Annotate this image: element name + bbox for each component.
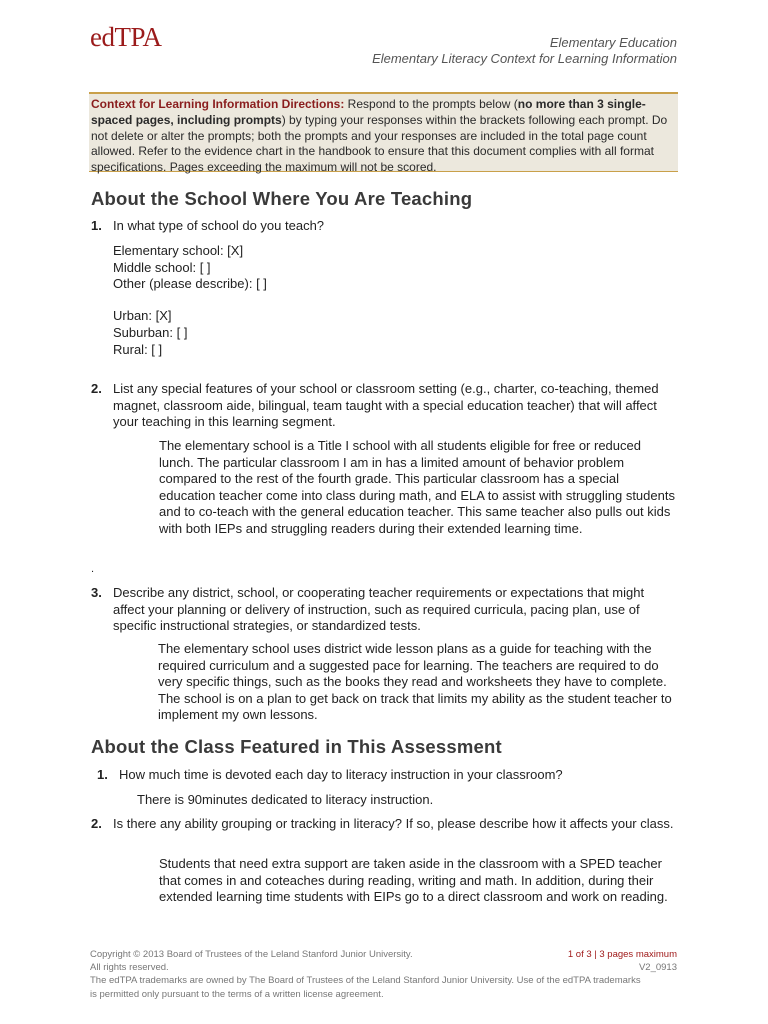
version-label: V2_0913 <box>638 962 677 973</box>
directions-bold: no more than 3 single-spaced pages, including prompts <box>91 97 646 127</box>
stray-mark: . <box>91 563 95 575</box>
option-other: Other (please describe): [ ] <box>113 276 267 291</box>
question-text: In what type of school do you teach? <box>113 218 325 233</box>
footer-copyright: Copyright © 2013 Board of Trustees of the Leland Stanford Junior University. <box>90 949 413 960</box>
question-text: How much time is devoted each day to literacy instruction in your classroom? <box>119 767 563 782</box>
question-number: 1. <box>97 767 108 782</box>
footer-rights: All rights reserved. <box>90 962 169 973</box>
option-suburban: Suburban: [ ] <box>113 325 188 340</box>
directions-label: Context for Learning Information Directions: <box>91 97 345 111</box>
directions-box <box>89 92 678 175</box>
question-number: 2. <box>91 381 102 396</box>
option-middle: Middle school: [ ] <box>113 260 211 275</box>
section-title-class: About the Class Featured in This Assessment <box>91 736 502 757</box>
question-number: 2. <box>91 816 102 831</box>
response-text: There is 90minutes dedicated to literacy instruction. <box>137 792 434 807</box>
question-text: List any special features of your school or classroom setting (e.g., charter, co-teaching, themed magnet, classroom aide, bilingual, team taught with a special education teacher) that will affect your teaching in this learning segment. <box>113 381 659 430</box>
question-text: Describe any district, school, or cooperating teacher requirements or expectations that might affect your planning or delivery of instruction, such as required curricula, pacing plan, use of specific instructional strategies, or standardized tests. <box>113 585 645 634</box>
directions-text-2: ) by typing your responses within the brackets following each prompt. Do not delete or alter the prompts; both the prompts and your responses are included in the total page count allowed. Refer to the evidence chart in the handbook to ensure that this document complies with all format specifications. Pages exceeding the maximum will not be scored. <box>91 112 668 175</box>
section-title-school: About the School Where You Are Teaching <box>91 188 473 209</box>
question-number: 3. <box>91 585 102 600</box>
response-text: The elementary school uses district wide lesson plans as a guide for teaching with the required curriculum and a suggested pace for learning. The teachers are required to do very specific things, such as the books they read and worksheets they have to complete. The school is on a plan to get back on track that limits my ability as the student teacher to implement my own lessons. <box>158 641 672 723</box>
question-number: 1. <box>91 218 102 233</box>
directions-text-1: Respond to the prompts below ( <box>344 97 518 111</box>
header-subject: Elementary Education <box>549 35 677 50</box>
response-text: The elementary school is a Title I school with all students eligible for free or reduced lunch. The particular classroom I am in has a limited amount of behavior problem compared to the rest of the fourth grade. This particular classroom has a special education teacher come into class during math, and ELA to assist with struggling students and to co-teach with the general education teacher. This same teacher also pulls out kids with both IEPs and struggling readers during their extended learning time. <box>159 438 675 536</box>
edtpa-logo: edTPA <box>90 22 162 52</box>
option-rural: Rural: [ ] <box>113 342 163 357</box>
question-text: Is there any ability grouping or tracking in literacy? If so, please describe how it affects your class. <box>113 816 674 831</box>
option-elementary: Elementary school: [X] <box>113 243 244 258</box>
header-doc-title: Elementary Literacy Context for Learning Information <box>372 51 677 66</box>
option-urban: Urban: [X] <box>113 308 172 323</box>
footer-trademark: The edTPA trademarks are owned by The Board of Trustees of the Leland Stanford Junior University. Use of the edTPA trademarks is permitted only pursuant to the terms of a written license agreement. <box>90 975 641 1000</box>
page-indicator: 1 of 3 | 3 pages maximum <box>567 949 677 960</box>
response-text: Students that need extra support are taken aside in the classroom with a SPED teacher that comes in and coteaches during reading, writing and math. In addition, during their extended learning time students with EIPs go to a direct classroom and work on reading. <box>159 856 668 905</box>
